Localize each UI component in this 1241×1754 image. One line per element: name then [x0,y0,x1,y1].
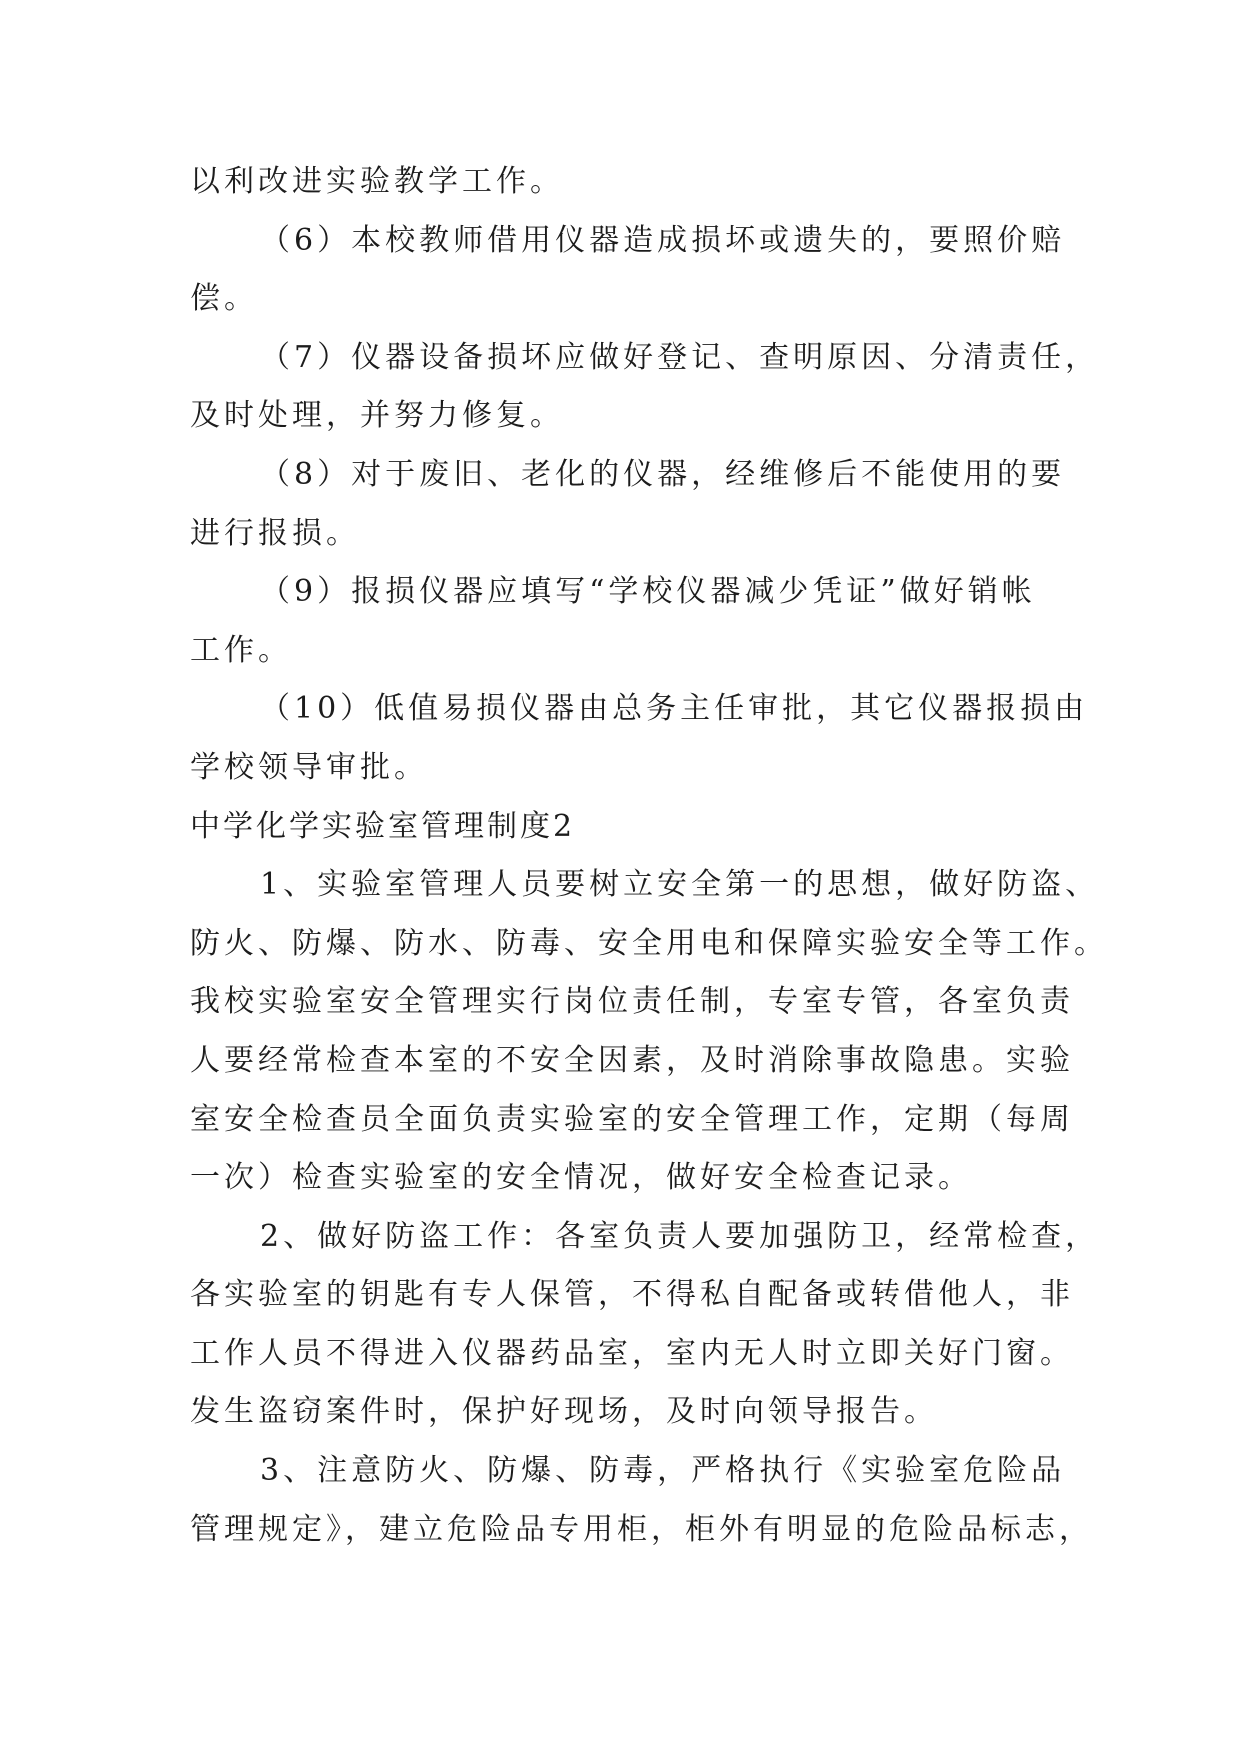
paragraph-line: 工作人员不得进入仪器药品室，室内无人时立即关好门窗。 [190,1335,1074,1371]
document-body [190,153,1108,1559]
paragraph-line: 室安全检查员全面负责实验室的安全管理工作，定期（每周 [190,1101,1074,1137]
paragraph-line: （6）本校教师借用仪器造成损坏或遗失的，要照价赔 [260,222,1066,258]
paragraph-line: （9）报损仪器应填写“学校仪器减少凭证”做好销帐 [260,574,1036,610]
paragraph-line: 人要经常检查本室的不安全因素，及时消除事故隐患。实验 [190,1042,1074,1078]
paragraph-line: 防火、防爆、防水、防毒、安全用电和保障实验安全等工作。 [190,925,1108,961]
paragraph-line: 2、做好防盗工作：各室负责人要加强防卫，经常检查， [260,1218,1100,1254]
paragraph-line: 学校领导审批。 [190,749,428,785]
paragraph-line: 各实验室的钥匙有专人保管，不得私自配备或转借他人，非 [190,1277,1074,1313]
paragraph-line: 偿。 [190,281,258,317]
paragraph-line: 3、注意防火、防爆、防毒，严格执行《实验室危险品 [260,1453,1066,1489]
paragraph-line: 1、实验室管理人员要树立安全第一的思想，做好防盗、 [260,867,1100,903]
paragraph-line: 发生盗窃案件时，保护好现场，及时向领导报告。 [190,1394,938,1430]
paragraph-line: 管理规定》，建立危险品专用柜，柜外有明显的危险品标志， [190,1511,1093,1547]
paragraph-line: （7）仪器设备损坏应做好登记、查明原因、分清责任， [260,339,1100,375]
paragraph-line: 以利改进实验教学工作。 [190,164,564,199]
paragraph-line: 工作。 [190,632,292,668]
paragraph-line: 及时处理，并努力修复。 [190,398,564,434]
paragraph-line: 进行报损。 [190,515,360,551]
paragraph-line: （10）低值易损仪器由总务主任审批，其它仪器报损由 [260,691,1089,727]
paragraph-line: （8）对于废旧、老化的仪器，经维修后不能使用的要 [260,456,1066,492]
paragraph-line: 我校实验室安全管理实行岗位责任制，专室专管，各室负责 [190,984,1074,1020]
paragraph-line: 一次）检查实验室的安全情况，做好安全检查记录。 [190,1160,972,1196]
section-heading: 中学化学实验室管理制度2 [190,808,576,844]
